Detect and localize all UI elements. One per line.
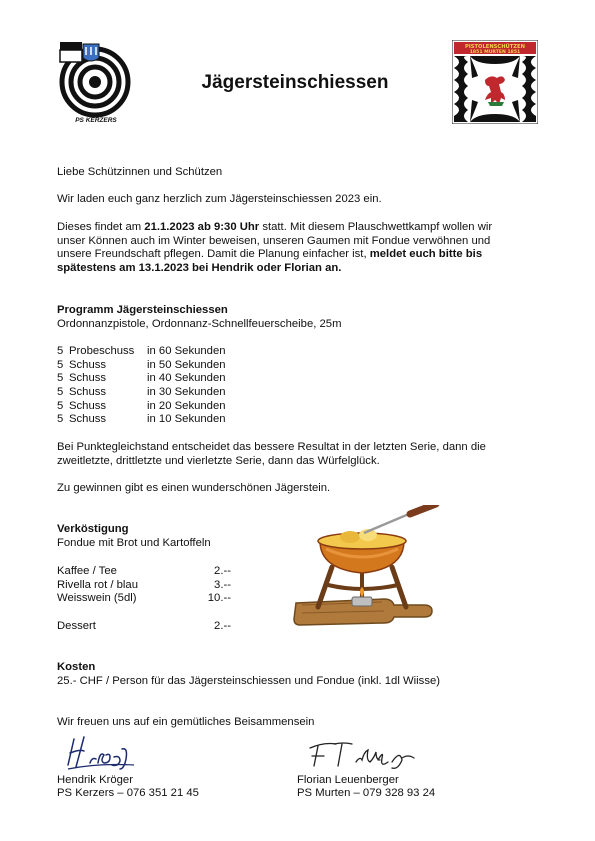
- item-price: 2.--: [214, 565, 231, 577]
- tie-rule-text: Bei Punktegleichstand entscheidet das bessere Resultat in der letzten Serie, dann die: [57, 441, 486, 453]
- program-row: [57, 345, 226, 359]
- shot-time: in 10 Sekunden: [147, 413, 226, 425]
- registration-deadline: spätestens am 13.1.2023 bei Hendrik oder Florian an.: [57, 261, 342, 274]
- svg-text:PISTOLENSCHÜTZEN: PISTOLENSCHÜTZEN: [465, 44, 525, 50]
- page-title: Jägersteinschiessen: [201, 72, 389, 93]
- item-price: 10.--: [207, 592, 231, 604]
- event-text: Dieses findet am: [57, 221, 145, 233]
- program-row: [57, 413, 226, 427]
- item-price: 2.--: [214, 620, 231, 632]
- event-text: statt. Mit diesem Plauschwettkampf wollen wir: [259, 221, 493, 233]
- item-name: Dessert: [57, 620, 96, 632]
- signer-name: Florian Leuenberger: [297, 774, 399, 786]
- item-name: Kaffee / Tee: [57, 565, 117, 577]
- event-date: 21.1.2023 ab 9:30 Uhr: [144, 221, 260, 233]
- intro-text: Wir laden euch ganz herzlich zum Jägersteinschiessen 2023 ein.: [57, 193, 382, 205]
- event-paragraph: [57, 221, 492, 275]
- shot-count: 5: [57, 345, 64, 357]
- program-row: [57, 372, 226, 386]
- signer-contact: PS Kerzers – 076 351 21 45: [57, 787, 199, 799]
- costs-heading: Kosten: [57, 661, 96, 673]
- svg-text:1851 MURTEN 1851: 1851 MURTEN 1851: [469, 50, 521, 55]
- closing-text: Wir freuen uns auf ein gemütliches Beisammensein: [57, 716, 315, 728]
- signer-contact: PS Murten – 079 328 93 24: [297, 787, 436, 799]
- shot-time: in 50 Sekunden: [147, 359, 226, 371]
- food-heading: Verköstigung: [57, 523, 129, 535]
- price-row: [57, 620, 231, 634]
- item-name: Weisswein (5dl): [57, 592, 137, 604]
- shot-label: Schuss: [69, 400, 107, 412]
- price-row: [57, 592, 231, 606]
- ps-murten-logo: [452, 40, 538, 124]
- shot-label: Schuss: [69, 386, 107, 398]
- shot-count: 5: [57, 372, 64, 384]
- registration-deadline: meldet euch bitte bis: [369, 248, 483, 261]
- program-row: [57, 359, 226, 373]
- shot-label: Schuss: [69, 359, 107, 371]
- event-text: unsere Freundschaft pflegen. Damit die Planung einfacher ist,: [57, 248, 370, 261]
- event-text: unser Können auch im Winter beweisen, unseren Gaumen mit Fondue verwöhnen und: [57, 234, 491, 247]
- shot-time: in 20 Sekunden: [147, 400, 226, 412]
- tie-rule-text: zweitletzte, drittletzte und vierletzte Serie, dann das Würfelglück.: [57, 455, 380, 467]
- shot-count: 5: [57, 359, 64, 371]
- signature-hendrik: [64, 733, 138, 773]
- item-price: 3.--: [214, 579, 231, 591]
- shot-time: in 30 Sekunden: [147, 386, 226, 398]
- price-row: [57, 579, 231, 593]
- shot-label: Probeschuss: [69, 345, 135, 357]
- program-heading: Programm Jägersteinschiessen: [57, 304, 228, 316]
- program-row: [57, 400, 226, 414]
- item-name: Rivella rot / blau: [57, 579, 138, 591]
- fondue-pot-illustration: [292, 505, 440, 630]
- food-subtitle: Fondue mit Brot und Kartoffeln: [57, 537, 211, 549]
- prize-text: Zu gewinnen gibt es einen wunderschönen Jägerstein.: [57, 482, 331, 494]
- signer-name: Hendrik Kröger: [57, 774, 133, 786]
- greeting: Liebe Schützinnen und Schützen: [57, 166, 223, 178]
- signature-florian: [304, 738, 424, 772]
- shot-label: Schuss: [69, 413, 107, 425]
- program-subtitle: Ordonnanzpistole, Ordonnanz-Schnellfeuerscheibe, 25m: [57, 318, 342, 330]
- shot-label: Schuss: [69, 372, 107, 384]
- shot-time: in 40 Sekunden: [147, 372, 226, 384]
- shot-count: 5: [57, 413, 64, 425]
- program-row: [57, 386, 226, 400]
- price-row: [57, 565, 231, 579]
- logo-caption: PS KERZERS: [75, 117, 117, 124]
- shot-time: in 60 Sekunden: [147, 345, 226, 357]
- shot-count: 5: [57, 386, 64, 398]
- shot-count: 5: [57, 400, 64, 412]
- costs-text: 25.- CHF / Person für das Jägersteinschiessen und Fondue (inkl. 1dl Wiisse): [57, 675, 441, 687]
